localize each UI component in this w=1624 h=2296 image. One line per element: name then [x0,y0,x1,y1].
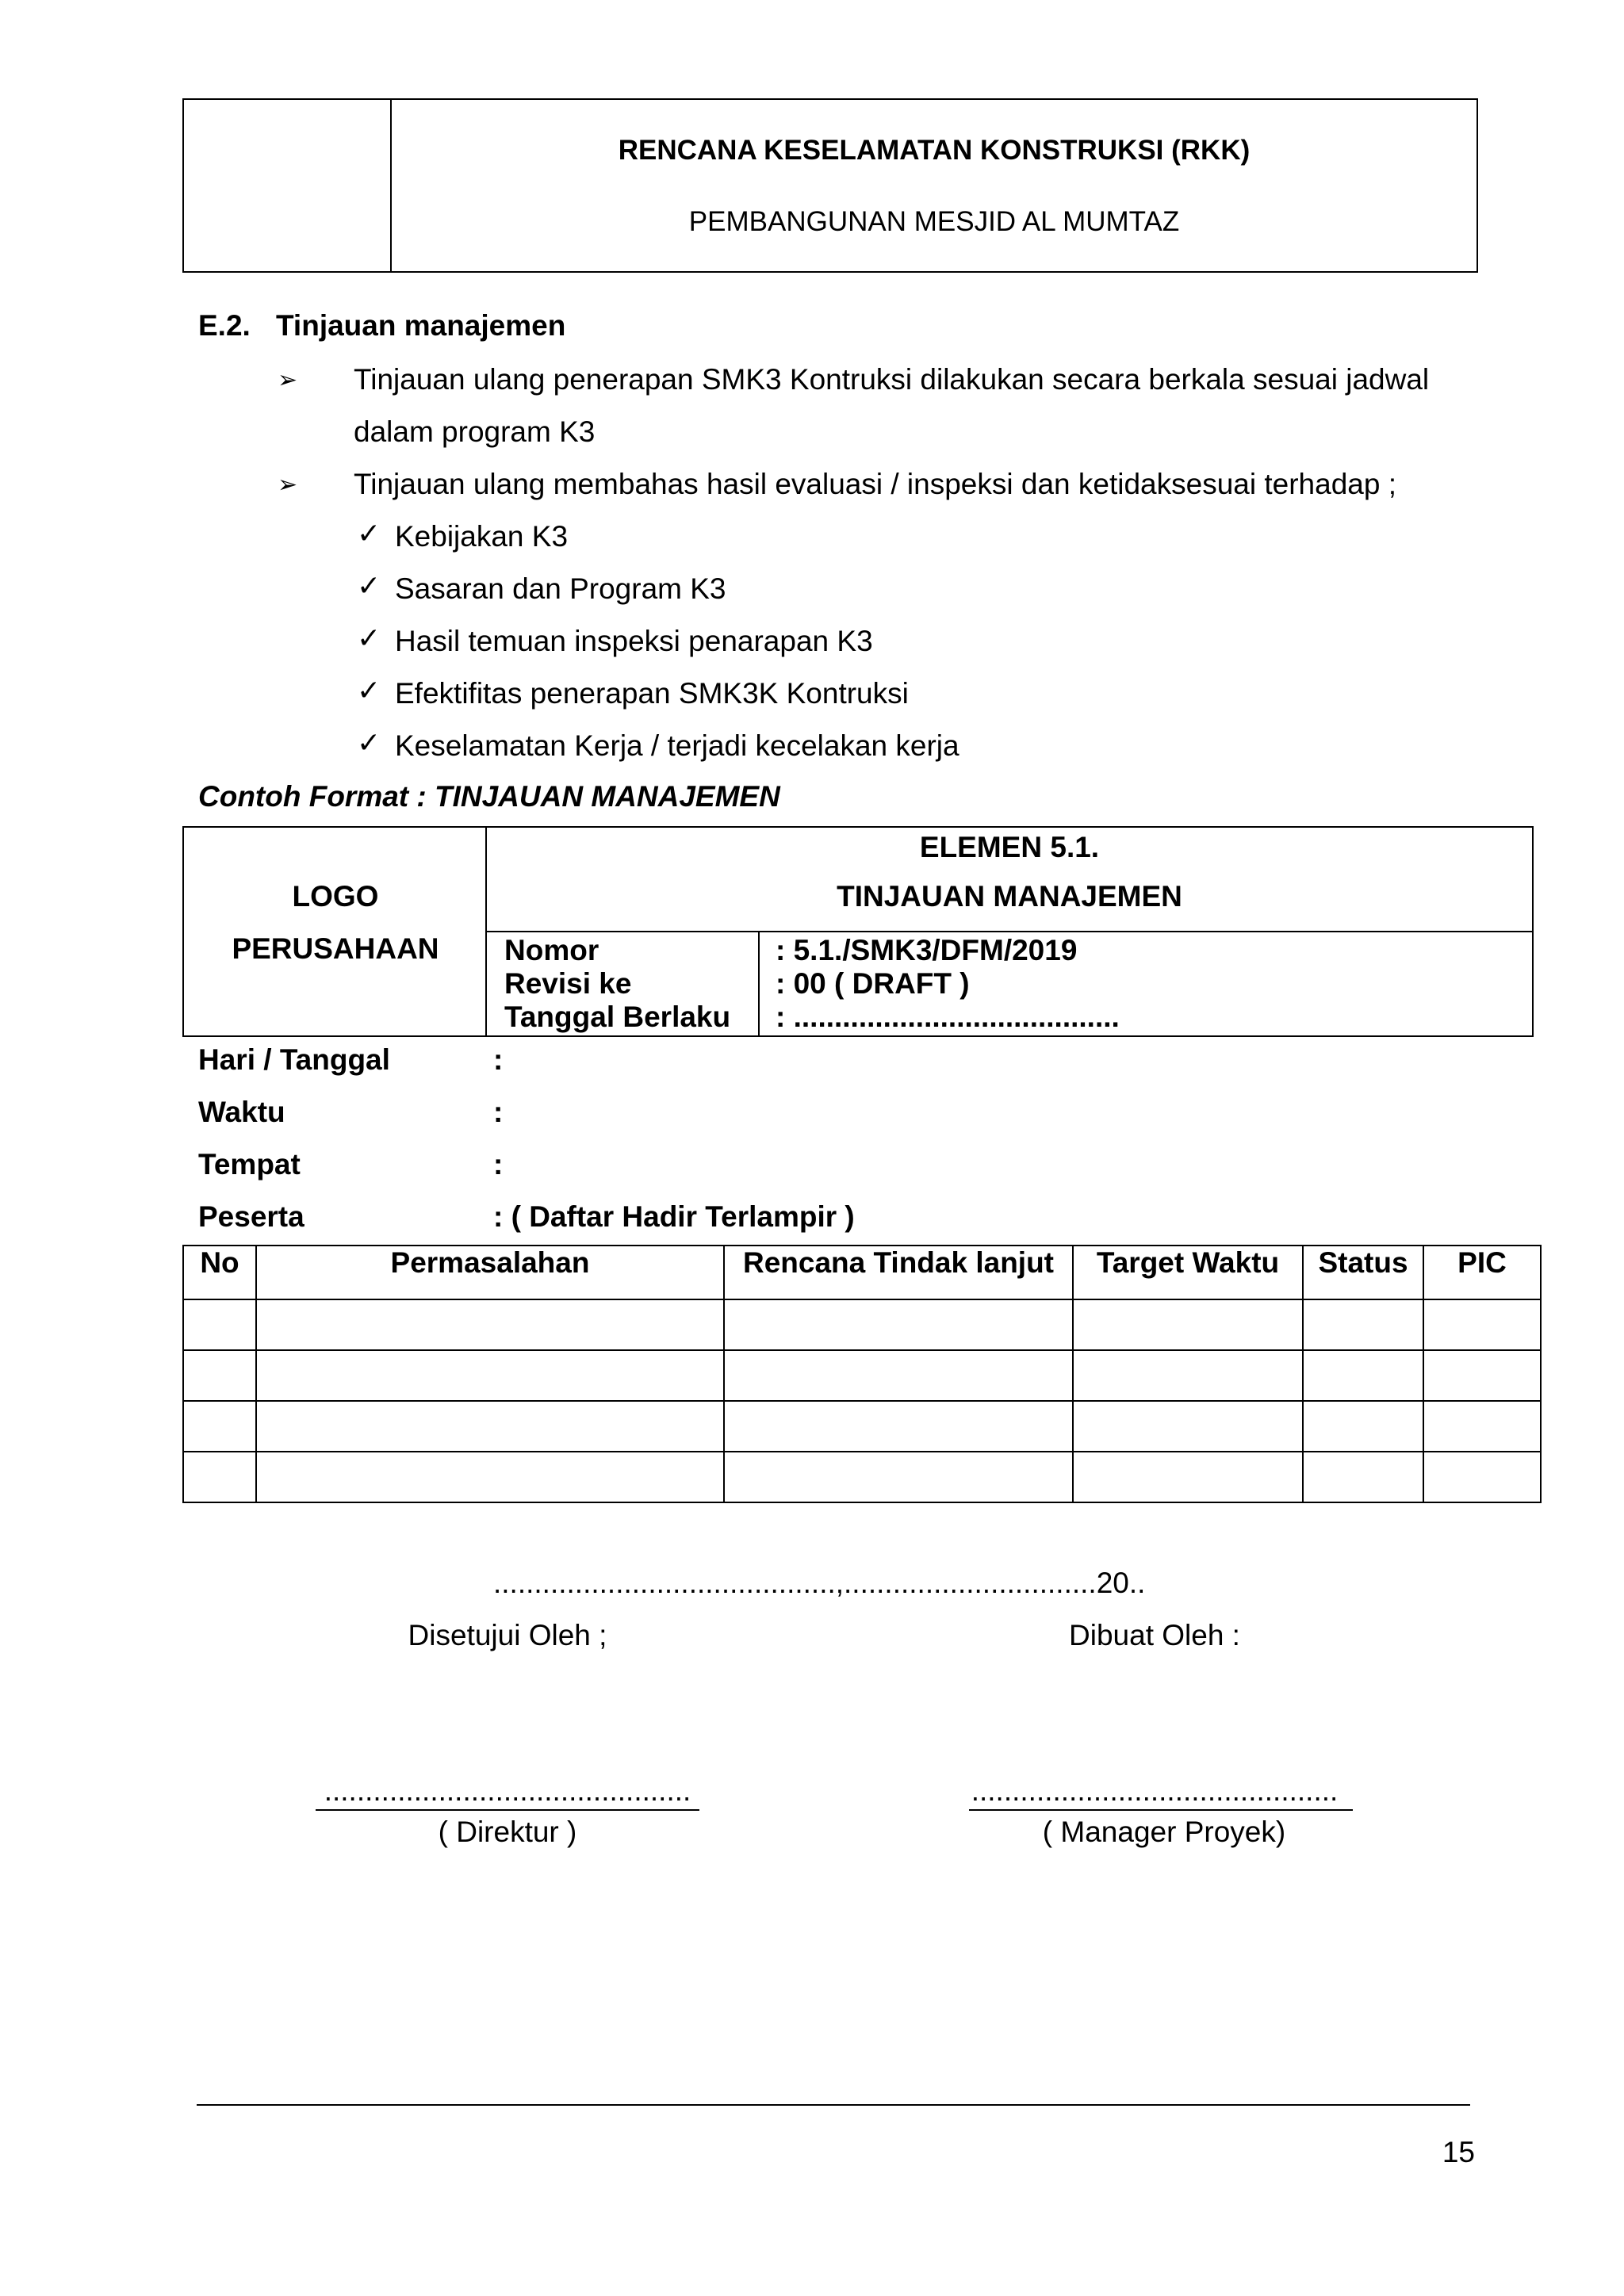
table-cell [1423,1452,1541,1502]
signature-line-left: ............................................. [324,1774,691,1807]
checklist-item: Kebijakan K3 [395,520,569,553]
column-header-target-time: Target Waktu [1073,1246,1303,1299]
table-cell [1073,1350,1303,1401]
table-cell [1423,1299,1541,1350]
field-label-nomor: Nomor [504,934,599,966]
arrow-bullet-icon: ➢ [278,472,298,498]
table-row [183,1299,1541,1350]
table-cell [183,1452,256,1502]
table-cell [256,1299,724,1350]
checklist-item: Keselamatan Kerja / terjadi kecelakan kerja [395,729,959,762]
checklist-item: Efektifitas penerapan SMK3K Kontruksi [395,677,909,710]
bullet-line: Tinjauan ulang penerapan SMK3 Kontruksi dilakukan secara berkala sesuai jadwal [354,363,1430,396]
meeting-value-date: : [493,1043,504,1076]
checklist-item: Hasil temuan inspeksi penarapan K3 [395,625,873,657]
meeting-label-time: Waktu [198,1096,285,1128]
table-cell [1303,1350,1423,1401]
checklist-item: Sasaran dan Program K3 [395,572,726,605]
bullet-paragraph [354,354,1511,458]
table-cell [1423,1350,1541,1401]
table-row [183,1452,1541,1502]
column-header-pic: PIC [1423,1246,1541,1299]
table-cell [256,1350,724,1401]
review-table [182,1245,1542,1503]
table-cell [256,1452,724,1502]
column-header-action-plan: Rencana Tindak lanjut [724,1246,1073,1299]
table-cell [724,1401,1073,1452]
bullet-line: dalam program K3 [354,415,596,448]
table-row [183,1401,1541,1452]
signature-line-right: ............................................. [971,1774,1339,1807]
table-cell [183,1299,256,1350]
column-header-status: Status [1303,1246,1423,1299]
table-cell [724,1299,1073,1350]
table-cell [724,1350,1073,1401]
table-cell [1423,1401,1541,1452]
checkmark-icon: ✓ [357,726,381,759]
table-cell [183,1350,256,1401]
element-number: ELEMEN 5.1. [919,831,1100,863]
table-header-row [183,1246,1541,1299]
table-cell [1303,1299,1423,1350]
checkmark-icon: ✓ [357,517,381,549]
column-header-problem: Permasalahan [256,1246,724,1299]
table-row [183,1350,1541,1401]
field-value-tanggal: : ........................................ [776,1001,1120,1033]
table-cell [1303,1401,1423,1452]
checkmark-icon: ✓ [357,569,381,602]
made-by-label: Dibuat Oleh : [1069,1619,1240,1651]
meeting-value-time: : [493,1096,504,1128]
field-value-revisi: : 00 ( DRAFT ) [776,967,970,1000]
meeting-label-participants: Peserta [198,1200,304,1233]
checkmark-icon: ✓ [357,674,381,706]
page-number: 15 [1442,2136,1475,2168]
document-title: RENCANA KESELAMATAN KONSTRUKSI (RKK) [618,135,1251,166]
column-header-no: No [183,1246,256,1299]
table-cell [724,1452,1073,1502]
signatory-role-project-manager: ( Manager Proyek) [1042,1816,1286,1848]
field-label-tanggal: Tanggal Berlaku [504,1001,731,1033]
table-cell [1073,1299,1303,1350]
header-logo-cell [184,100,392,271]
company-label: PERUSAHAAN [232,932,439,965]
company-logo-cell [184,828,487,1035]
project-name: PEMBANGUNAN MESJID AL MUMTAZ [688,206,1180,237]
meeting-value-place: : [493,1148,504,1181]
table-cell [1073,1401,1303,1452]
example-format-heading: Contoh Format : TINJAUAN MANAJEMEN [198,780,780,813]
form-header-table [182,826,1534,1037]
table-cell [256,1401,724,1452]
checkmark-icon: ✓ [357,622,381,654]
table-cell [183,1401,256,1452]
document-header-table [182,98,1478,273]
section-title: Tinjauan manajemen [276,309,566,342]
meeting-label-date: Hari / Tanggal [198,1043,390,1076]
meeting-label-place: Tempat [198,1148,301,1181]
section-number: E.2. [198,309,251,342]
table-cell [1073,1452,1303,1502]
arrow-bullet-icon: ➢ [278,367,298,393]
footer-divider [197,2104,1470,2106]
bullet-line: Tinjauan ulang membahas hasil evaluasi / inspeksi dan ketidaksesuai terhadap ; [354,468,1396,500]
approved-by-label: Disetujui Oleh ; [408,1619,607,1651]
signature-date-line: ..........................................,...............................20.. [493,1567,1146,1599]
table-cell [1303,1452,1423,1502]
meeting-value-participants: : ( Daftar Hadir Terlampir ) [493,1200,855,1233]
signatory-role-director: ( Direktur ) [438,1816,577,1848]
logo-label: LOGO [292,880,379,913]
field-label-revisi: Revisi ke [504,967,632,1000]
field-value-nomor: : 5.1./SMK3/DFM/2019 [776,934,1078,966]
element-title: TINJAUAN MANAJEMEN [837,880,1182,913]
bullet-paragraph [354,458,1511,511]
